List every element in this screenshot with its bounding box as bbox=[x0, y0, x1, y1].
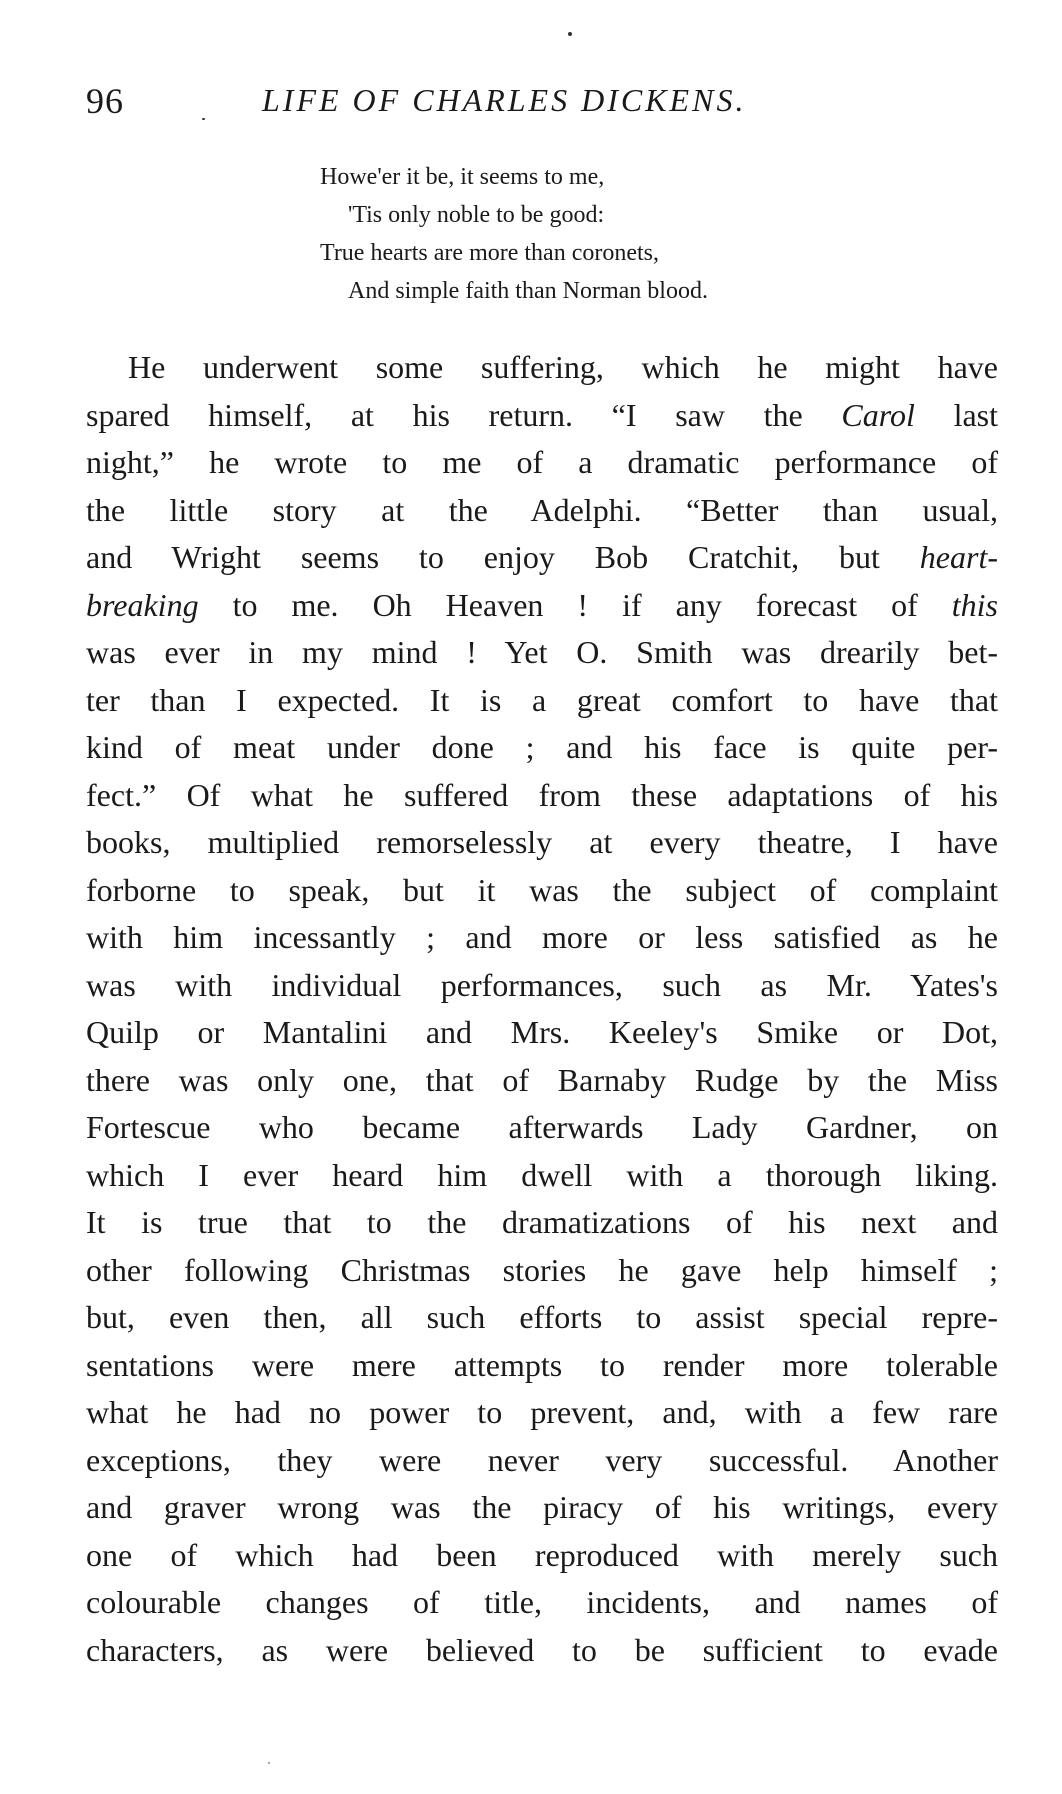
text-segment: colourable changes of title, incidents, and names of bbox=[86, 1584, 998, 1620]
text-segment: other following Christmas stories he gave help himself ; bbox=[86, 1251, 998, 1288]
text-segment: this bbox=[951, 586, 998, 623]
text-line bbox=[86, 1437, 998, 1485]
text-line bbox=[86, 534, 998, 582]
text-segment: spared himself, at his return. “I saw the bbox=[86, 396, 842, 433]
poem-line: 'Tis only noble to be good: bbox=[348, 202, 605, 228]
poem-line: Howe'er it be, it seems to me, bbox=[320, 164, 605, 190]
text-segment: books, multiplied remorselessly at every theatre, I have bbox=[86, 824, 998, 860]
text-segment: heart- bbox=[919, 539, 998, 575]
text-segment: Carol bbox=[841, 396, 915, 433]
text-line bbox=[86, 1009, 998, 1057]
poem-line: True hearts are more than coronets, bbox=[320, 240, 659, 266]
text-line bbox=[86, 487, 998, 535]
text-line bbox=[86, 867, 998, 915]
text-line bbox=[86, 1152, 998, 1200]
text-line bbox=[86, 1532, 998, 1580]
poem-line: And simple faith than Norman blood. bbox=[348, 278, 708, 304]
text-line bbox=[86, 1627, 998, 1675]
text-segment: kind of meat under done ; and his face is quite per- bbox=[86, 729, 998, 765]
text-segment: Quilp or Mantalini and Mrs. Keeley's Smike or Dot, bbox=[86, 1014, 998, 1050]
text-segment: to me. Oh Heaven ! if any forecast of bbox=[198, 586, 952, 623]
text-segment: and Wright seems to enjoy Bob Cratchit, but bbox=[86, 539, 920, 575]
text-line bbox=[86, 629, 998, 677]
text-segment: characters, as were believed to be sufficient to evade bbox=[86, 1631, 998, 1668]
text-line bbox=[86, 677, 998, 725]
text-line bbox=[86, 1484, 998, 1532]
running-head: LIFE OF CHARLES DICKENS. bbox=[262, 82, 747, 118]
text-segment: there was only one, that of Barnaby Rudge by the Miss bbox=[86, 1061, 998, 1098]
text-line bbox=[86, 1247, 998, 1295]
text-line bbox=[86, 962, 998, 1010]
text-segment: night,” he wrote to me of a dramatic performance of bbox=[86, 444, 998, 480]
text-segment: last bbox=[914, 396, 999, 433]
text-line bbox=[86, 724, 998, 772]
text-segment: what he had no power to prevent, and, with a few rare bbox=[86, 1394, 998, 1430]
text-line bbox=[86, 1342, 998, 1390]
text-segment: but, even then, all such efforts to assist special repre- bbox=[86, 1299, 998, 1335]
text-segment: Fortescue who became afterwards Lady Gardner, on bbox=[86, 1109, 998, 1145]
text-segment: which I ever heard him dwell with a thorough liking. bbox=[86, 1156, 998, 1193]
text-line bbox=[86, 582, 998, 630]
text-line bbox=[86, 1199, 998, 1247]
text-line bbox=[86, 772, 998, 820]
page-header bbox=[86, 72, 996, 122]
text-segment: sentations were mere attempts to render more tolerable bbox=[86, 1346, 998, 1383]
text-segment: forborne to speak, but it was the subject of complaint bbox=[86, 871, 998, 908]
text-segment: ter than I expected. It is a great comfort to have that bbox=[86, 681, 998, 718]
text-line bbox=[86, 1294, 998, 1342]
ink-speck bbox=[268, 1762, 270, 1764]
body-paragraph bbox=[86, 344, 998, 1674]
text-segment: breaking bbox=[86, 586, 199, 623]
text-line bbox=[86, 1057, 998, 1105]
text-segment: the little story at the Adelphi. “Better than usual, bbox=[86, 491, 998, 528]
text-line bbox=[86, 344, 998, 392]
text-segment: He underwent some suffering, which he might have bbox=[128, 349, 998, 385]
ink-speck bbox=[568, 32, 572, 36]
text-line bbox=[86, 439, 998, 487]
text-line bbox=[86, 1104, 998, 1152]
epigraph-poem bbox=[320, 158, 880, 310]
text-segment: with him incessantly ; and more or less satisfied as he bbox=[86, 919, 998, 955]
text-segment: and graver wrong was the piracy of his writings, every bbox=[86, 1489, 998, 1525]
text-segment: was ever in my mind ! Yet O. Smith was drearily bet- bbox=[86, 634, 998, 670]
text-line bbox=[86, 1579, 998, 1627]
text-line bbox=[86, 914, 998, 962]
text-segment: was with individual performances, such as Mr. Yates's bbox=[86, 966, 998, 1003]
text-segment: fect.” Of what he suffered from these adaptations of his bbox=[86, 776, 998, 813]
page-number: 96 bbox=[86, 81, 124, 121]
text-segment: one of which had been reproduced with merely such bbox=[86, 1536, 998, 1573]
text-segment: exceptions, they were never very successful. Another bbox=[86, 1441, 998, 1478]
text-line bbox=[86, 1389, 998, 1437]
text-line bbox=[86, 392, 998, 440]
text-segment: It is true that to the dramatizations of his next and bbox=[86, 1204, 998, 1240]
text-line bbox=[86, 819, 998, 867]
